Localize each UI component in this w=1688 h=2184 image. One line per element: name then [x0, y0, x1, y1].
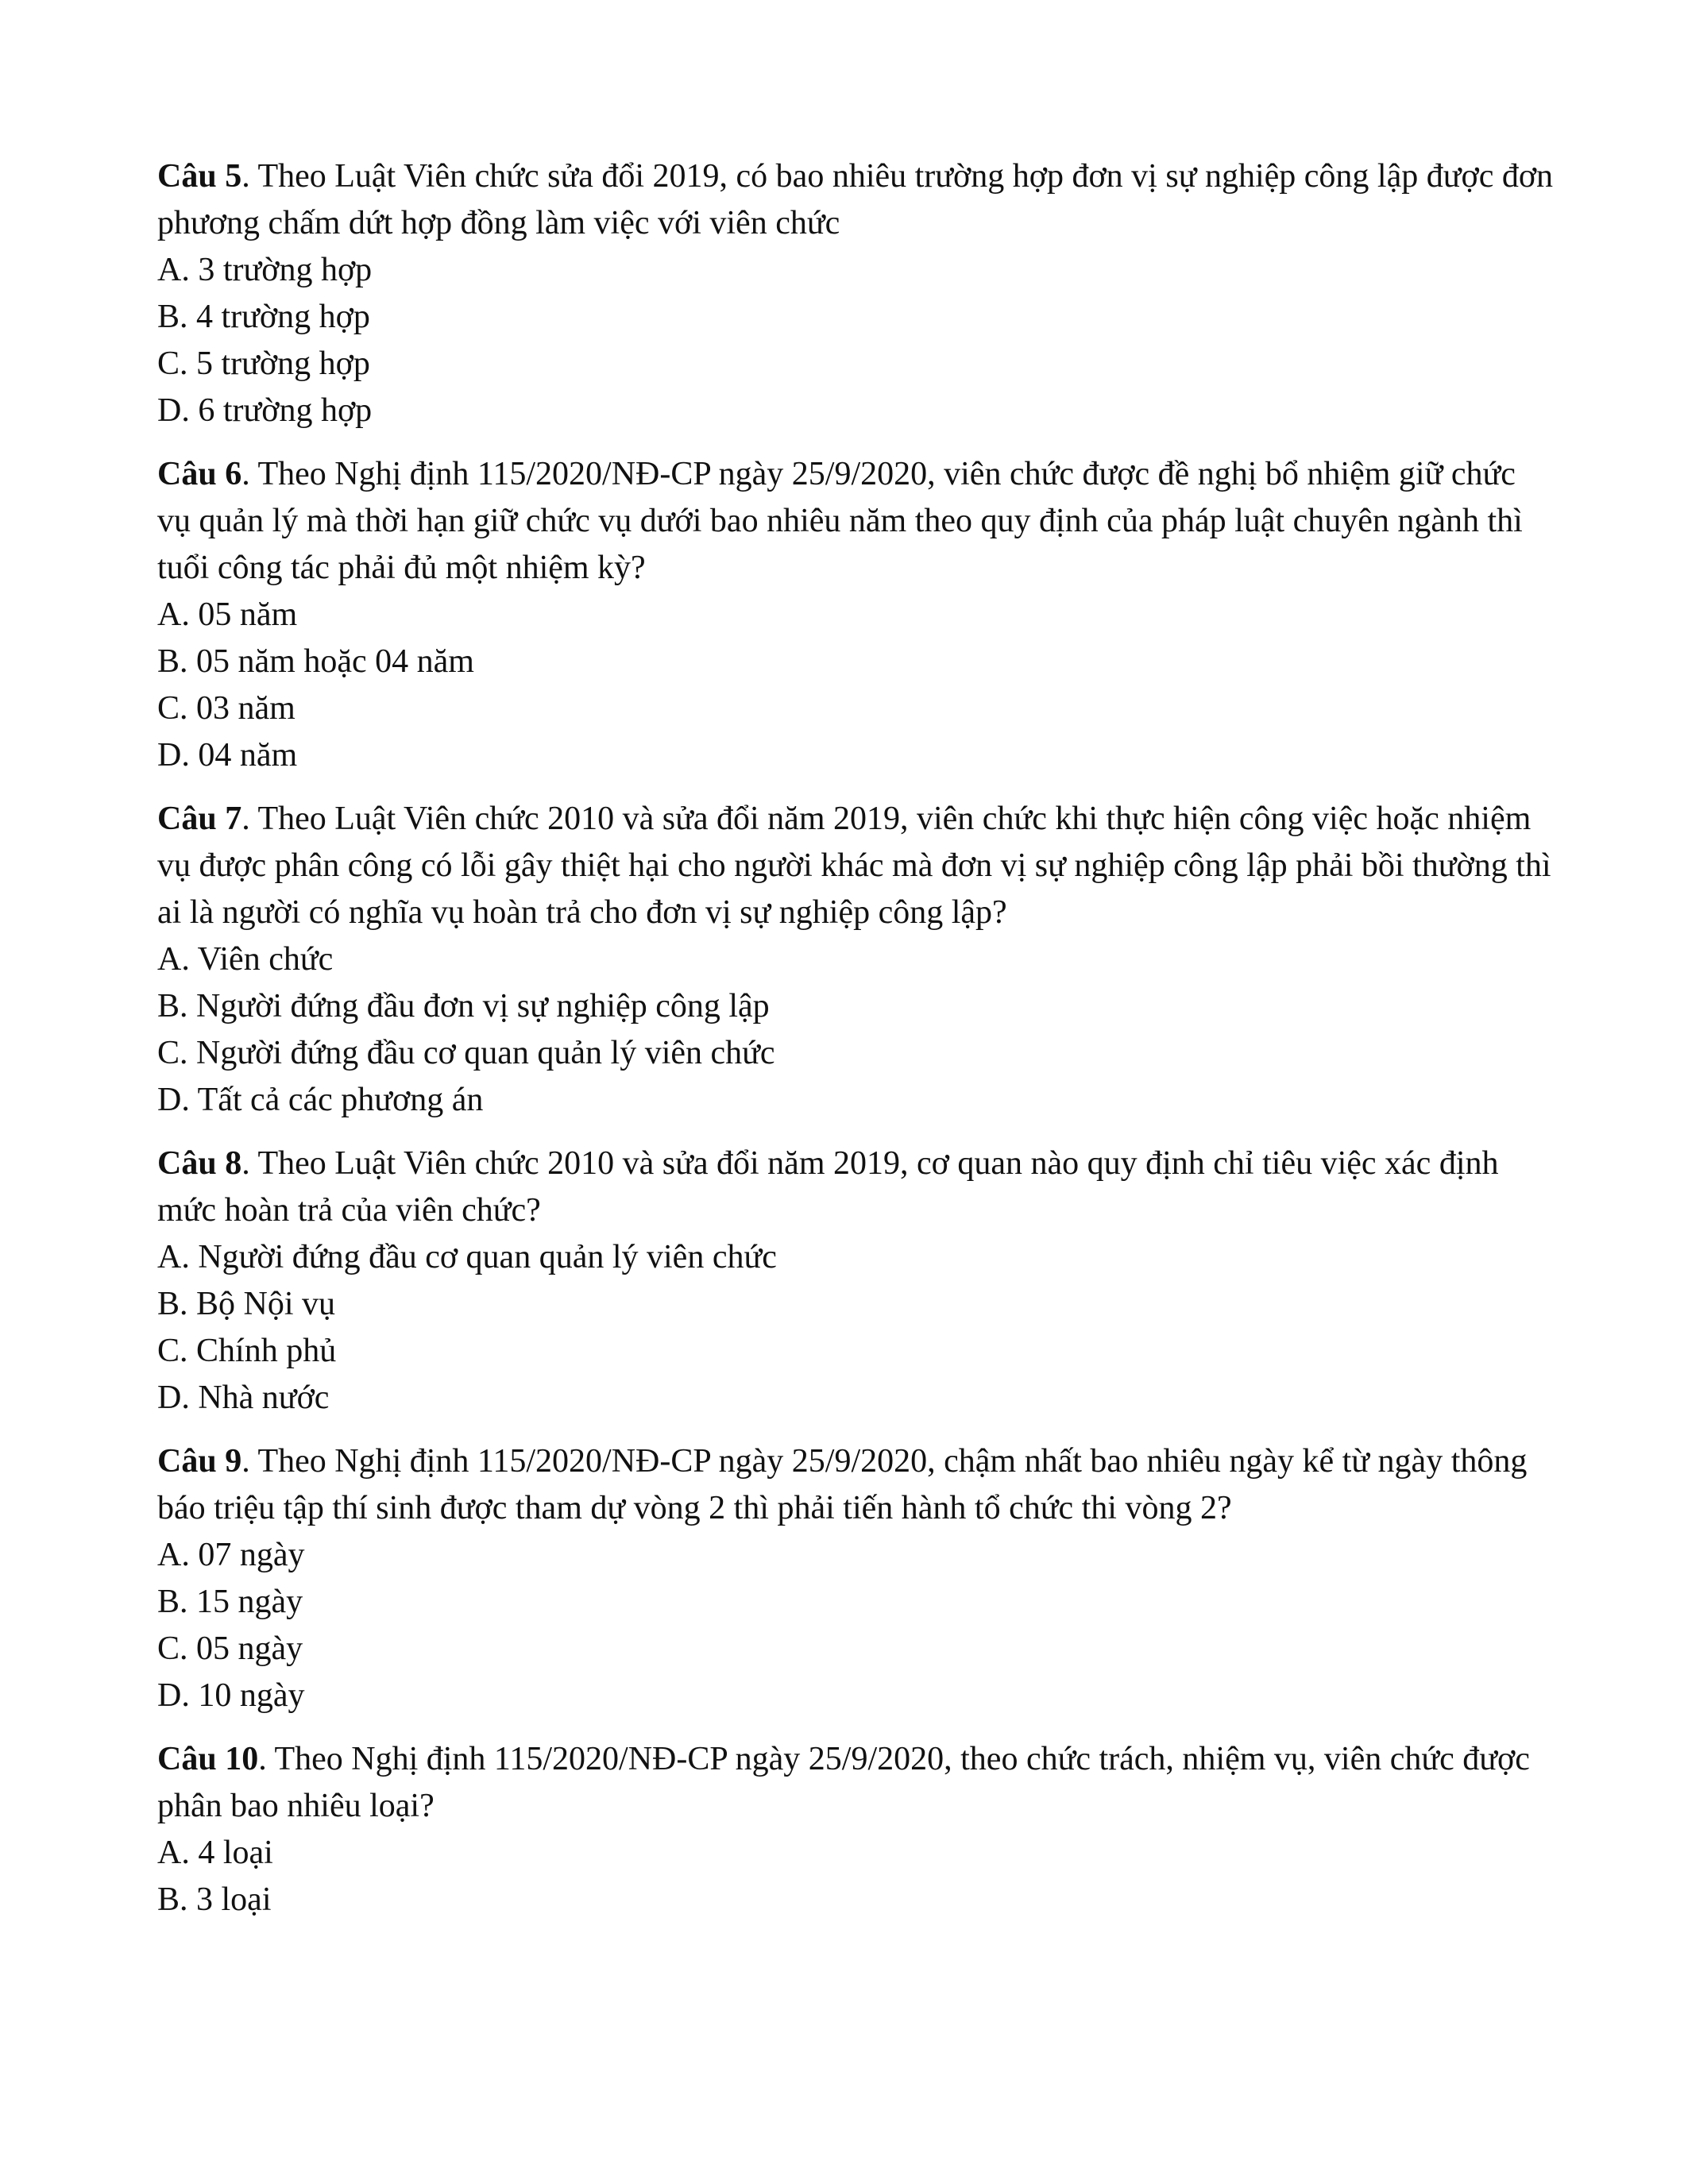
question-text [157, 451, 1555, 592]
option-b: B. 3 loại [157, 1881, 272, 1918]
answer-options [157, 936, 1555, 1124]
answer-options [157, 1830, 1555, 1924]
question-body: . Theo Nghị định 115/2020/NĐ-CP ngày 25/9/2020, chậm nhất bao nhiêu ngày kể từ ngày thông báo triệu tập thí sinh được tham dự vòng 2 thì phải tiến hành tổ chức thi vòng 2? [157, 1443, 1528, 1526]
option-a: A. Viên chức [157, 941, 334, 978]
option-c: C. 5 trường hợp [157, 345, 370, 382]
option-c: C. 03 năm [157, 690, 295, 727]
answer-options [157, 247, 1555, 434]
question-list [157, 153, 1555, 1940]
option-b: B. 15 ngày [157, 1584, 303, 1620]
question-label: Câu 9 [157, 1443, 242, 1480]
option-a: A. 05 năm [157, 596, 298, 633]
question-text [157, 1140, 1555, 1234]
question-text [157, 796, 1555, 936]
option-a: A. Người đứng đầu cơ quan quản lý viên chức [157, 1239, 777, 1275]
question-8 [157, 1140, 1555, 1422]
question-5 [157, 153, 1555, 434]
question-7 [157, 796, 1555, 1124]
option-d: D. Nhà nước [157, 1379, 330, 1416]
answer-options [157, 592, 1555, 779]
question-9 [157, 1438, 1555, 1719]
answer-options [157, 1234, 1555, 1422]
question-text [157, 153, 1555, 247]
question-body: . Theo Luật Viên chức sửa đổi 2019, có bao nhiêu trường hợp đơn vị sự nghiệp công lập được đơn phương chấm dứt hợp đồng làm việc với viên chức [157, 158, 1554, 241]
question-body: . Theo Nghị định 115/2020/NĐ-CP ngày 25/9/2020, viên chức được đề nghị bổ nhiệm giữ chức vụ quản lý mà thời hạn giữ chức vụ dưới bao nhiêu năm theo quy định của pháp luật chuyên ngành thì tuổi công tác phải đủ một nhiệm kỳ? [157, 456, 1523, 586]
option-a: A. 3 trường hợp [157, 252, 373, 288]
option-c: C. Chính phủ [157, 1333, 337, 1369]
question-label: Câu 5 [157, 158, 242, 195]
option-d: D. Tất cả các phương án [157, 1082, 484, 1118]
option-d: D. 04 năm [157, 737, 298, 774]
question-text [157, 1736, 1555, 1830]
question-body: . Theo Luật Viên chức 2010 và sửa đổi năm 2019, viên chức khi thực hiện công việc hoặc nhiệm vụ được phân công có lỗi gây thiệt hại cho người khác mà đơn vị sự nghiệp công lập phải bồi thường thì ai là người có nghĩa vụ hoàn trả cho đơn vị sự nghiệp công lập? [157, 801, 1551, 931]
option-c: C. 05 ngày [157, 1630, 303, 1667]
question-label: Câu 10 [157, 1741, 259, 1777]
option-d: D. 10 ngày [157, 1677, 305, 1714]
option-c: C. Người đứng đầu cơ quan quản lý viên chức [157, 1035, 775, 1071]
question-label: Câu 8 [157, 1145, 242, 1182]
question-6 [157, 451, 1555, 779]
question-body: . Theo Nghị định 115/2020/NĐ-CP ngày 25/9/2020, theo chức trách, nhiệm vụ, viên chức được phân bao nhiêu loại? [157, 1741, 1530, 1824]
option-a: A. 4 loại [157, 1835, 273, 1871]
option-b: B. 05 năm hoặc 04 năm [157, 643, 474, 680]
option-b: B. Người đứng đầu đơn vị sự nghiệp công lập [157, 988, 770, 1024]
option-a: A. 07 ngày [157, 1537, 305, 1573]
question-text [157, 1438, 1555, 1532]
question-10 [157, 1736, 1555, 1924]
option-b: B. 4 trường hợp [157, 299, 370, 335]
question-label: Câu 6 [157, 456, 242, 492]
option-b: B. Bộ Nội vụ [157, 1286, 336, 1322]
question-label: Câu 7 [157, 801, 242, 837]
question-body: . Theo Luật Viên chức 2010 và sửa đổi năm 2019, cơ quan nào quy định chỉ tiêu việc xác định mức hoàn trả của viên chức? [157, 1145, 1499, 1229]
option-d: D. 6 trường hợp [157, 392, 373, 429]
answer-options [157, 1532, 1555, 1719]
